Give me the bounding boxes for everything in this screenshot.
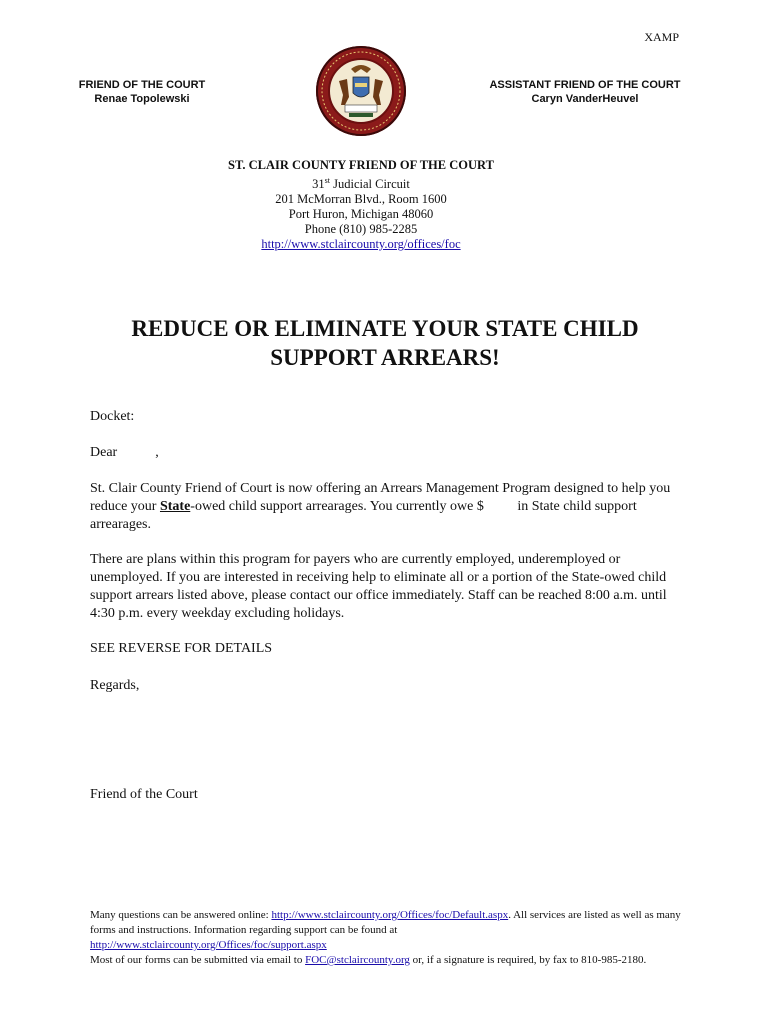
office-address-block (160, 158, 562, 252)
p1-text-b: -owed child support arrearages. You currently owe $ (190, 499, 484, 514)
headline (40, 314, 730, 372)
county-seal (315, 45, 407, 137)
circuit-superscript: st (324, 176, 330, 185)
docket-label: Docket: (90, 409, 135, 424)
paragraph-arrears (90, 480, 690, 534)
footer-default-link[interactable]: http://www.stclaircounty.org/Offices/foc/Default.aspx (271, 909, 509, 921)
footer-text-3a: Most of our forms can be submitted via email to (90, 954, 306, 966)
dear-label: Dear (90, 445, 118, 460)
circuit-number: 31 (312, 177, 325, 192)
headline-line-2: SUPPORT ARREARS! (270, 345, 500, 370)
assistant-friend-block (480, 78, 690, 106)
p1-state-emphasis: State (159, 499, 191, 514)
assistant-friend-name: Caryn VanderHeuvel (531, 93, 639, 105)
friend-of-court-title: FRIEND OF THE COURT (78, 79, 206, 91)
footer-note (90, 908, 690, 968)
paragraph-plans: There are plans within this program for payers who are currently employed, underemployed or unemployed. If you are interested in receiving help to eliminate all or a portion of the State-owed child support arrears listed above, please contact our office immediately. Staff can be reached 8:00 a.m. until 4:30 p.m. every weekday excluding holidays. (90, 552, 667, 621)
signature-line: Friend of the Court (90, 787, 198, 802)
address-line-2: Port Huron, Michigan 48060 (288, 207, 434, 222)
address-line-1: 201 McMorran Blvd., Room 1600 (275, 192, 447, 207)
dear-comma: , (155, 445, 159, 460)
p1-text-a: St. Clair County Friend of Court is now offering an Arrears Management Program designed to help you reduce your (90, 481, 671, 514)
footer-support-link[interactable]: http://www.stclaircounty.org/Offices/foc/support.aspx (90, 939, 327, 951)
footer-text-1a: Many questions can be answered online: (90, 909, 272, 921)
office-title: ST. CLAIR COUNTY FRIEND OF THE COURT (228, 158, 494, 172)
circuit-line (160, 173, 562, 192)
footer-email-link[interactable]: FOC@stclaircounty.org (305, 954, 410, 966)
friend-of-court-name: Renae Topolewski (94, 93, 190, 105)
footer-text-1b: . All services are listed as well as many forms and instructions. Information regarding support can be found at (90, 909, 681, 936)
office-website-link[interactable]: http://www.stclaircounty.org/offices/foc (261, 237, 461, 252)
form-code: XAMP (644, 30, 679, 44)
assistant-friend-title: ASSISTANT FRIEND OF THE COURT (489, 79, 681, 91)
headline-line-1: REDUCE OR ELIMINATE YOUR STATE CHILD (131, 316, 639, 341)
footer-text-3b: or, if a signature is required, by fax to 810-985-2180. (409, 954, 647, 966)
see-reverse-note: SEE REVERSE FOR DETAILS (90, 641, 273, 656)
circuit-text: Judicial Circuit (329, 177, 410, 192)
salutation (90, 444, 690, 462)
closing-regards: Regards, (90, 678, 140, 693)
phone-line: Phone (810) 985-2285 (304, 222, 418, 237)
friend-of-court-block (52, 78, 232, 106)
p1-text-c: in State child support arrearages. (90, 499, 637, 532)
